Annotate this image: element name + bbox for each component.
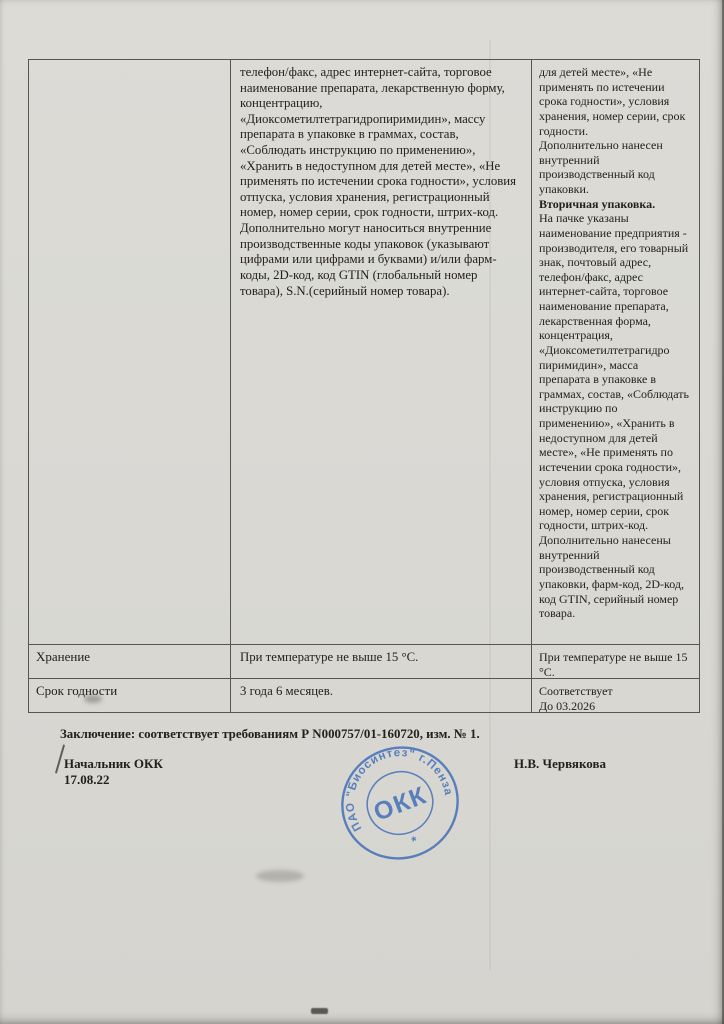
paragraph: Дополнительно нанесен внутренний производственный код упаковки. [539,138,663,196]
secondary-package-heading: Вторичная упаковка. [539,196,656,211]
storage-value-col3: При температуре не выше 15 °С. [539,650,688,678]
shelf-life-conformity: Соответствует [539,684,613,698]
signer-name: Н.В. Червякова [514,756,606,771]
conclusion-line: Заключение: соответствует требованиям Р N000757/01-160720, изм. № 1. [60,727,480,741]
table-cell-primary-package-text [231,60,532,644]
table-cell-secondary-package-text [532,60,699,644]
scan-speck [311,1008,328,1014]
table-row-packaging [29,60,699,644]
okk-round-stamp [332,738,468,869]
stamp-bottom-star: * [409,832,420,849]
shelf-life-value-col2: 3 года 6 месяцев. [231,679,532,712]
table-row-shelf-life [29,678,699,712]
paragraph: Дополнительно нанесены внутренний производственный код упаковки, фарм-код, 2D-код, код GTIN, серийный номер товара. [539,533,685,621]
signer-title: Начальник ОКК [64,756,163,771]
paragraph: Дополнительно могут наноситься внутренние производственные коды упаковок (указывают цифрами или цифрами и буквами) и/или фарм-коды, 2D-код, код GTIN (глобальный номер товара), S.N.(серийный номер товара). [240,221,497,298]
storage-value-col2: При температуре не выше 15 °С. [231,645,532,678]
document-table [28,59,700,713]
scan-smudge [256,870,304,882]
storage-label: Хранение [29,645,231,678]
signature-date: 17.08.22 [64,772,110,788]
stamp-center-text: ОКК [369,781,431,827]
stamp-ring-text: ПАО "Биосинтез" г.Пенза [344,747,455,833]
shelf-life-expiry: До 03.2026 [539,698,596,712]
scan-smudge [84,695,102,703]
table-cell-empty [29,60,231,644]
shelf-life-label: Срок годности [29,679,231,712]
table-row-storage [29,644,699,678]
paragraph: На пачке указаны наименование предприятия - производителя, его товарный знак, почтовый адрес, телефон/факс, адрес интернет-сайта, торговое наименование препарата, лекарственная форма, концентрация, «Диоксометилтетрагидро пиримидин», масса препарата в упаковке в граммах, состав, «Соблюдать инструкцию по применению», «Хранить в недоступном для детей месте», «Не применять по истечении срока годности», условия отпуска, условия хранения, регистрационный номер, номер серии, срок годности, штрих-код. [539,211,690,533]
paragraph: телефон/факс, адрес интернет-сайта, торговое наименование препарата, лекарственную форму, концентрацию, «Диоксометилтетрагидропиримидин», массу препарата в упаковке в граммах, состав, «Соблюдать инструкцию по применению», «Хранить в недоступном для детей месте», «Не применять по истечении срока годности», условия отпуска, условия хранения, регистрационный номер, номер серии, срок годности, штрих-код. [240,65,516,220]
paragraph: для детей месте», «Не применять по истечении срока годности», условия хранения, номер серии, срок годности. [539,65,686,138]
shelf-life-value-col3 [532,679,699,712]
signature-block-left [64,756,163,789]
